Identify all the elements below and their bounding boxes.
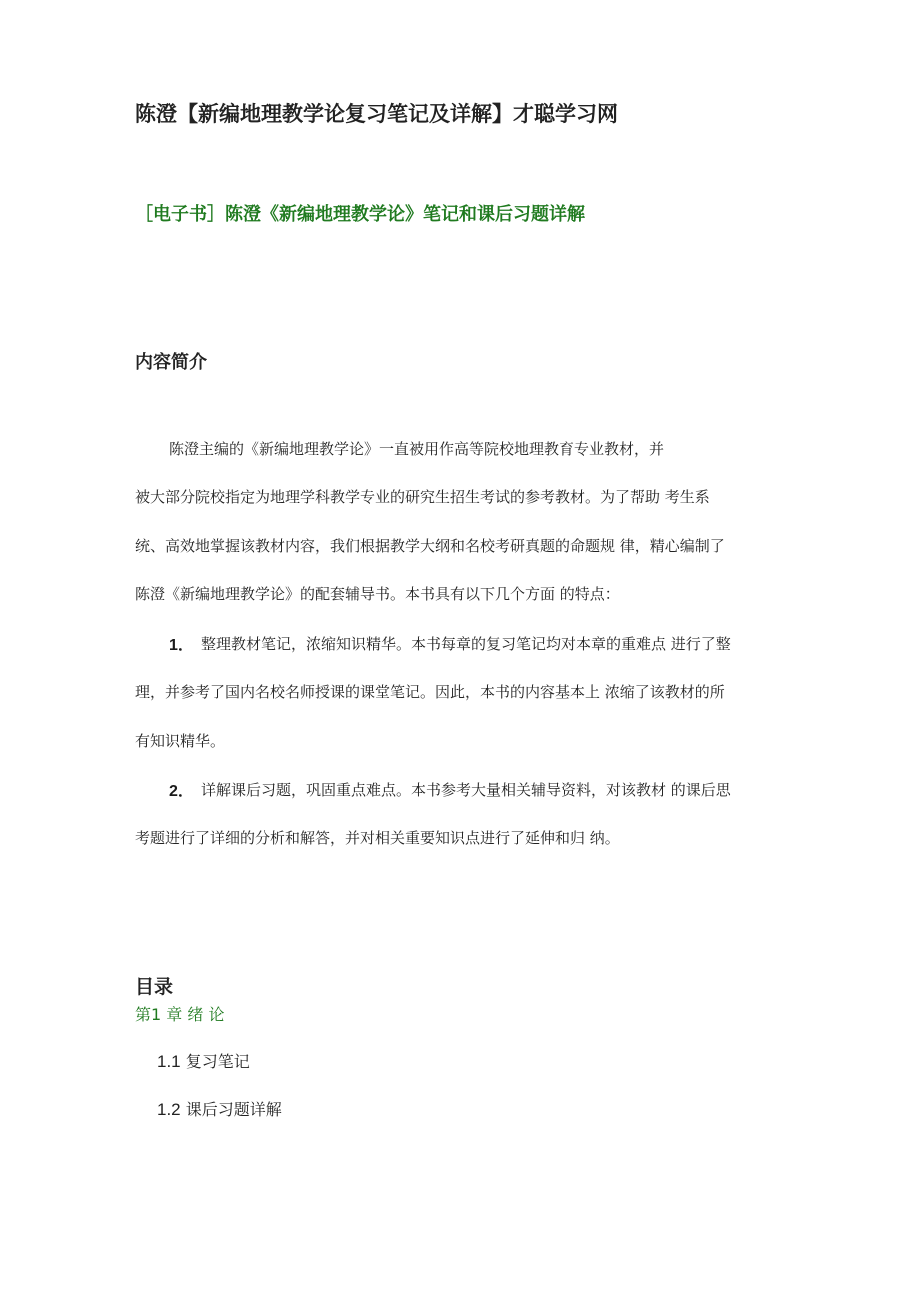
point-1-line-2: 理，并参考了国内名校名师授课的课堂笔记。因此，本书的内容基本上 浓缩了该教材的所 — [135, 683, 725, 701]
toc-item[interactable] — [157, 1049, 250, 1072]
toc-item[interactable] — [157, 1097, 282, 1120]
intro-line-1: 陈澄主编的《新编地理教学论》一直被用作高等院校地理教育专业教材，并 — [169, 440, 665, 458]
intro-heading: 内容简介 — [135, 352, 207, 373]
point-2-number: 2． — [169, 783, 194, 800]
point-1-number: 1． — [169, 637, 194, 654]
intro-line-3: 统、高效地掌握该教材内容，我们根据教学大纲和名校考研真题的命题规 律，精心编制了 — [135, 537, 725, 555]
toc-item-label: 课后习题详解 — [185, 1100, 282, 1119]
intro-line-4: 陈澄《新编地理教学论》的配套辅导书。本书具有以下几个方面 的特点： — [135, 585, 620, 603]
toc-heading: 目录 — [135, 976, 174, 998]
point-1-line-1: 整理教材笔记，浓缩知识精华。本书每章的复习笔记均对本章的重难点 进行了整 — [201, 635, 731, 653]
ebook-subtitle[interactable]: ［电子书］陈澄《新编地理教学论》笔记和课后习题详解 — [135, 204, 585, 225]
point-2-line-2: 考题进行了详细的分析和解答，并对相关重要知识点进行了延伸和归 纳。 — [135, 829, 620, 847]
point-2-line-1: 详解课后习题，巩固重点难点。本书参考大量相关辅导资料，对该教材 的课后思 — [201, 781, 731, 799]
document-title: 陈澄【新编地理教学论复习笔记及详解】才聪学习网 — [135, 102, 618, 126]
toc-chapter-1[interactable]: 第1 章 绪 论 — [135, 1005, 225, 1024]
toc-item-number: 1.2 — [157, 1100, 181, 1119]
toc-item-label: 复习笔记 — [185, 1052, 250, 1071]
point-1-line-3: 有知识精华。 — [135, 732, 226, 750]
intro-line-2: 被大部分院校指定为地理学科教学专业的研究生招生考试的参考教材。为了帮助 考生系 — [135, 488, 710, 506]
toc-item-number: 1.1 — [157, 1052, 181, 1071]
